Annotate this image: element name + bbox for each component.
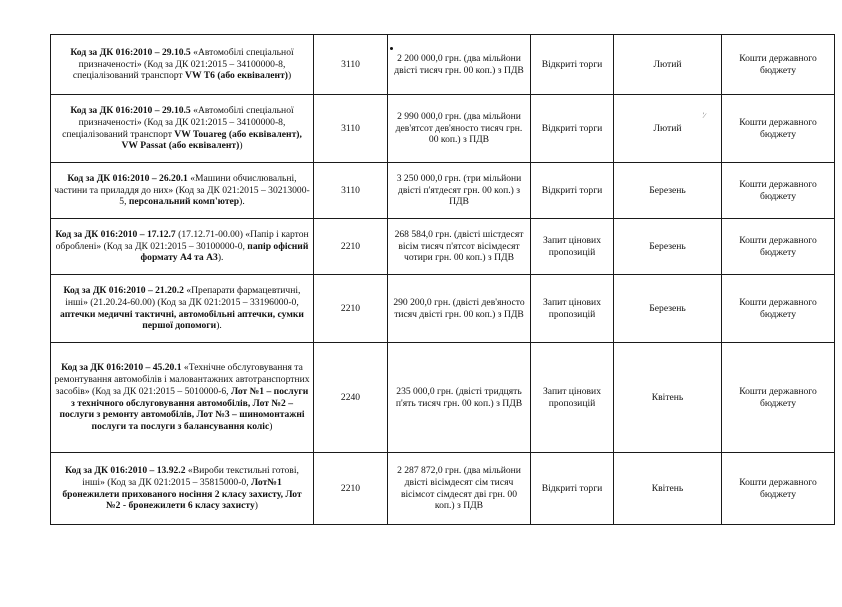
funding-source-cell: Кошти державного бюджету (722, 35, 835, 95)
month-cell: Квітень (614, 343, 722, 453)
item-name-cell: Код за ДК 016:2010 – 21.20.2 «Препарати фармацевтичні, інші» (21.20.24-60.00) (Код за ДК 021:2015 – 33196000-0, аптечки медичні тактичні, автомобільні аптечки, сумки першої допомоги). (51, 275, 314, 343)
table-row (51, 35, 835, 95)
procedure-cell: Відкриті торги (531, 453, 614, 525)
amount-cell: 3 250 000,0 грн. (три мільйони двісті п'ятдесят грн. 00 коп.) з ПДВ (388, 163, 531, 219)
item-name-cell: Код за ДК 016:2010 – 13.92.2 «Вироби текстильні готові, інші» (Код за ДК 021:2015 – 35815000-0, Лот№1 бронежилети прихованого носіння 2 класу захисту, Лот №2 - бронежилети 6 класу захисту) (51, 453, 314, 525)
month-cell: Квітень (614, 453, 722, 525)
procedure-cell: Запит цінових пропозицій (531, 275, 614, 343)
kekv-code-cell: 3110 (314, 163, 388, 219)
table-row (51, 453, 835, 525)
kekv-code-cell: 3110 (314, 95, 388, 163)
procedure-cell: Відкриті торги (531, 95, 614, 163)
funding-source-cell: Кошти державного бюджету (722, 343, 835, 453)
funding-source-cell: Кошти державного бюджету (722, 275, 835, 343)
procedure-cell: Запит цінових пропозицій (531, 343, 614, 453)
month-cell: Березень (614, 163, 722, 219)
month-cell: Березень (614, 275, 722, 343)
item-name-cell: Код за ДК 016:2010 – 29.10.5 «Автомобілі спеціальної призначеності» (Код за ДК 021:2015 – 34100000-8, спеціалізований транспорт VW Touareg (або еквівалент), VW Passat (або еквівалент)) (51, 95, 314, 163)
table-row (51, 219, 835, 275)
item-name-cell: Код за ДК 016:2010 – 26.20.1 «Машини обчислювальні, частини та приладдя до них» (Код за ДК 021:2015 – 30213000-5, персональний комп'ютер). (51, 163, 314, 219)
item-name-cell: Код за ДК 016:2010 – 45.20.1 «Технічне обслуговування та ремонтування автомобілів і маловантажних автотранспортних засобів» (Код за ДК 021:2015 – 5010000-6, Лот №1 – послуги з технічного обслуговування автомобілів, Лот №2 – послуги з ремонту автомобілів, Лот №3 – шиномонтажні послуги та послуги з балансування коліс) (51, 343, 314, 453)
table-row (51, 163, 835, 219)
month-cell: Лютий (614, 95, 722, 163)
month-cell: Березень (614, 219, 722, 275)
procedure-cell: Відкриті торги (531, 35, 614, 95)
month-cell: Лютий (614, 35, 722, 95)
procedure-cell: Відкриті торги (531, 163, 614, 219)
kekv-code-cell: 2240 (314, 343, 388, 453)
kekv-code-cell: 2210 (314, 275, 388, 343)
table-row (51, 343, 835, 453)
amount-cell: 2 287 872,0 грн. (два мільйони двісті вісімдесят сім тисяч вісімсот сімдесят дві грн. 00 коп.) з ПДВ (388, 453, 531, 525)
amount-cell: 290 200,0 грн. (двісті дев'яносто тисяч двісті грн. 00 коп.) з ПДВ (388, 275, 531, 343)
kekv-code-cell: 2210 (314, 453, 388, 525)
item-name-cell: Код за ДК 016:2010 – 17.12.7 (17.12.71-00.00) «Папір і картон оброблені» (Код за ДК 021:2015 – 30100000-0, папір офісний формату А4 та А3). (51, 219, 314, 275)
funding-source-cell: Кошти державного бюджету (722, 163, 835, 219)
funding-source-cell: Кошти державного бюджету (722, 219, 835, 275)
funding-source-cell: Кошти державного бюджету (722, 95, 835, 163)
procedure-cell: Запит цінових пропозицій (531, 219, 614, 275)
amount-cell: 235 000,0 грн. (двісті тридцять п'ять тисяч грн. 00 коп.) з ПДВ (388, 343, 531, 453)
amount-cell: 268 584,0 грн. (двісті шістдесят вісім тисяч п'ятсот вісімдесят чотири грн. 00 коп.) з ПДВ (388, 219, 531, 275)
table-row (51, 95, 835, 163)
funding-source-cell: Кошти державного бюджету (722, 453, 835, 525)
procurement-table (50, 34, 835, 525)
table-row (51, 275, 835, 343)
amount-cell: 2 990 000,0 грн. (два мільйони дев'ятсот дев'яносто тисяч грн. 00 коп.) з ПДВ (388, 95, 531, 163)
kekv-code-cell: 2210 (314, 219, 388, 275)
amount-cell: 2 200 000,0 грн. (два мільйони двісті тисяч грн. 00 коп.) з ПДВ (388, 35, 531, 95)
scan-pencil-mark: '/ (700, 110, 708, 121)
item-name-cell: Код за ДК 016:2010 – 29.10.5 «Автомобілі спеціальної призначеності» (Код за ДК 021:2015 – 34100000-8, спеціалізований транспорт VW Т6 (або еквівалент)) (51, 35, 314, 95)
kekv-code-cell: 3110 (314, 35, 388, 95)
